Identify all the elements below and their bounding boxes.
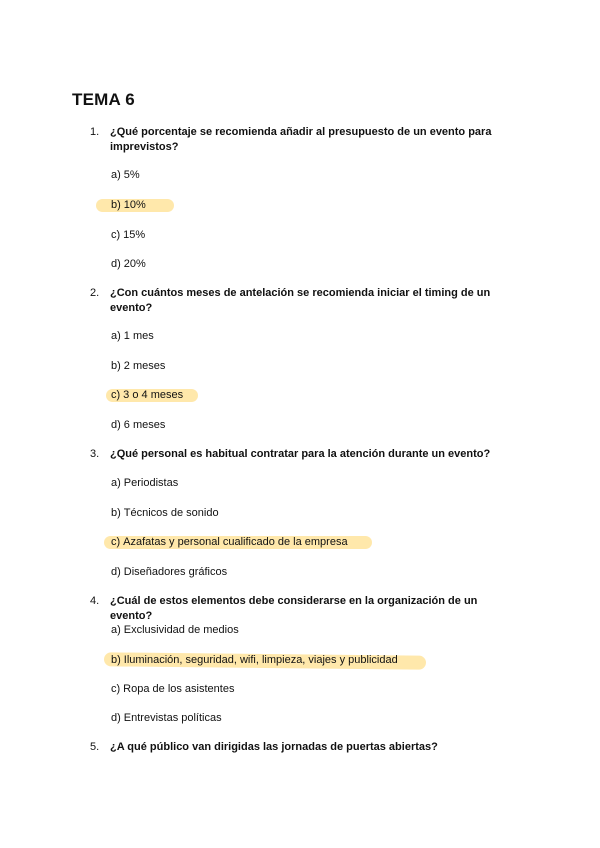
question-2 <box>90 286 510 316</box>
option-text: Diseñadores gráficos <box>123 566 228 578</box>
option-text: 10% <box>123 199 146 211</box>
question-text: ¿Con cuántos meses de antelación se recomienda iniciar el timing de un evento? <box>110 287 491 314</box>
option-4d <box>111 711 222 725</box>
option-letter: d) <box>111 566 121 578</box>
page-title: TEMA 6 <box>72 90 135 109</box>
option-4c <box>111 682 234 696</box>
option-letter: a) <box>111 477 121 489</box>
option-letter: a) <box>111 330 121 342</box>
option-2a <box>111 329 154 343</box>
option-text: 3 o 4 meses <box>123 389 184 401</box>
question-3 <box>90 447 510 462</box>
question-4 <box>90 594 510 624</box>
option-text: 20% <box>123 258 146 270</box>
option-letter: c) <box>111 683 121 695</box>
option-3d <box>111 565 227 579</box>
option-letter: c) <box>111 389 121 401</box>
question-number: 1. <box>90 126 100 138</box>
option-4b <box>111 653 398 667</box>
question-number: 2. <box>90 287 100 299</box>
option-letter: a) <box>111 169 121 181</box>
option-letter: c) <box>111 536 121 548</box>
option-letter: b) <box>111 199 121 211</box>
option-3a <box>111 476 178 490</box>
option-2b <box>111 359 165 373</box>
question-text: ¿Cuál de estos elementos debe considerarse en la organización de un evento? <box>110 595 478 622</box>
option-letter: d) <box>111 712 121 724</box>
option-letter: b) <box>111 654 121 666</box>
option-letter: b) <box>111 360 121 372</box>
question-number: 4. <box>90 595 100 607</box>
option-letter: c) <box>111 229 121 241</box>
option-text: Ropa de los asistentes <box>123 683 235 695</box>
option-letter: a) <box>111 624 121 636</box>
question-1 <box>90 125 510 155</box>
option-1b <box>111 198 146 212</box>
option-letter: d) <box>111 258 121 270</box>
option-text: Técnicos de sonido <box>123 507 219 519</box>
option-text: 1 mes <box>123 330 154 342</box>
option-text: 5% <box>123 169 140 181</box>
option-2c <box>111 388 183 402</box>
option-letter: b) <box>111 507 121 519</box>
option-text: 6 meses <box>123 419 166 431</box>
option-letter: d) <box>111 419 121 431</box>
option-text: Entrevistas políticas <box>123 712 222 724</box>
option-1a <box>111 168 140 182</box>
option-2d <box>111 418 165 432</box>
option-text: 15% <box>123 229 146 241</box>
option-1c <box>111 228 145 242</box>
option-text: Periodistas <box>123 477 179 489</box>
option-text: Iluminación, seguridad, wifi, limpieza, viajes y publicidad <box>123 654 398 666</box>
question-text: ¿Qué porcentaje se recomienda añadir al presupuesto de un evento para imprevistos? <box>110 126 492 153</box>
option-text: Exclusividad de medios <box>123 624 239 636</box>
option-text: Azafatas y personal cualificado de la empresa <box>123 536 348 548</box>
option-3c <box>111 535 348 549</box>
option-1d <box>111 257 146 271</box>
question-number: 3. <box>90 448 100 460</box>
question-5 <box>90 740 510 755</box>
question-number: 5. <box>90 741 100 753</box>
question-text: ¿A qué público van dirigidas las jornadas de puertas abiertas? <box>110 741 438 753</box>
option-3b <box>111 506 219 520</box>
option-4a <box>111 623 239 637</box>
option-text: 2 meses <box>123 360 166 372</box>
question-text: ¿Qué personal es habitual contratar para la atención durante un evento? <box>110 448 491 460</box>
